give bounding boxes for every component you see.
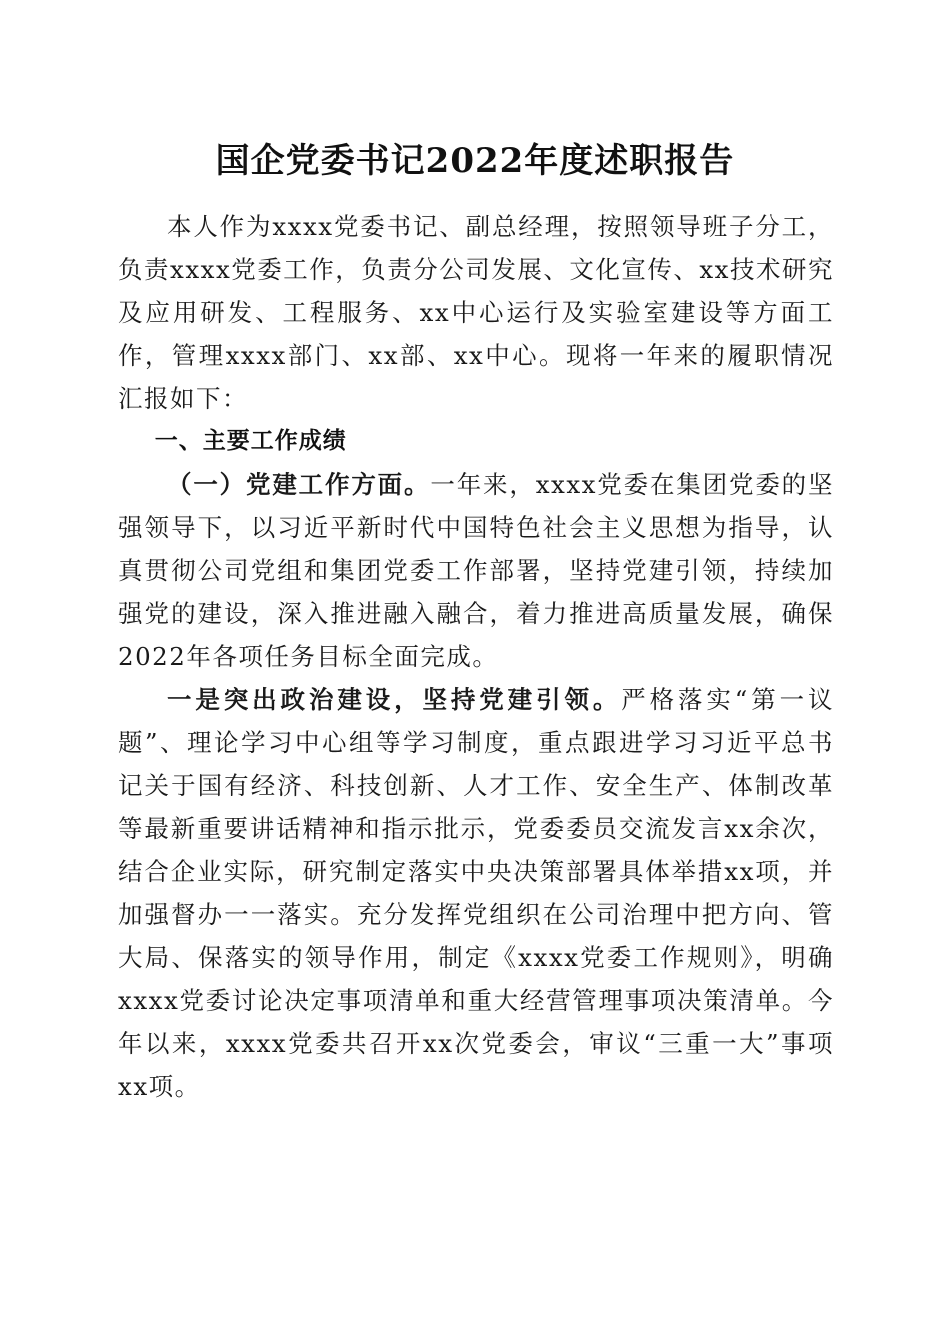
party-building-body: 一年来，xxxx党委在集团党委的坚强领导下，以习近平新时代中国特色社会主义思想为指导，认真贯彻公司党组和集团党委工作部署，坚持党建引领，持续加强党的建设，深入推进融入融合，着力推进高质量发展，确保2022年各项任务目标全面完成。 [118, 470, 834, 671]
political-construction-lead: 一是突出政治建设，坚持党建引领。 [167, 685, 622, 714]
intro-paragraph: 本人作为xxxx党委书记、副总经理，按照领导班子分工，负责xxxx党委工作，负责分公司发展、文化宣传、xx技术研究及应用研发、工程服务、xx中心运行及实验室建设等方面工作，管理xxxx部门、xx部、xx中心。现将一年来的履职情况汇报如下： [118, 212, 834, 413]
party-building-paragraph [118, 463, 834, 678]
document-title: 国企党委书记2022年度述职报告 [215, 141, 735, 181]
political-construction-paragraph [118, 678, 834, 1108]
section-heading: 一、主要工作成绩 [154, 428, 347, 454]
party-building-lead: （一）党建工作方面。 [167, 470, 431, 499]
document-body [118, 205, 834, 1108]
political-construction-body: 严格落实“第一议题”、理论学习中心组等学习制度，重点跟进学习习近平总书记关于国有经济、科技创新、人才工作、安全生产、体制改革等最新重要讲话精神和指示批示，党委委员交流发言xx余次，结合企业实际，研究制定落实中央决策部署具体举措xx项，并加强督办一一落实。充分发挥党组织在公司治理中把方向、管大局、保落实的领导作用，制定《xxxx党委工作规则》，明确xxxx党委讨论决定事项清单和重大经营管理事项决策清单。今年以来，xxxx党委共召开xx次党委会，审议“三重一大”事项xx项。 [118, 685, 835, 1101]
